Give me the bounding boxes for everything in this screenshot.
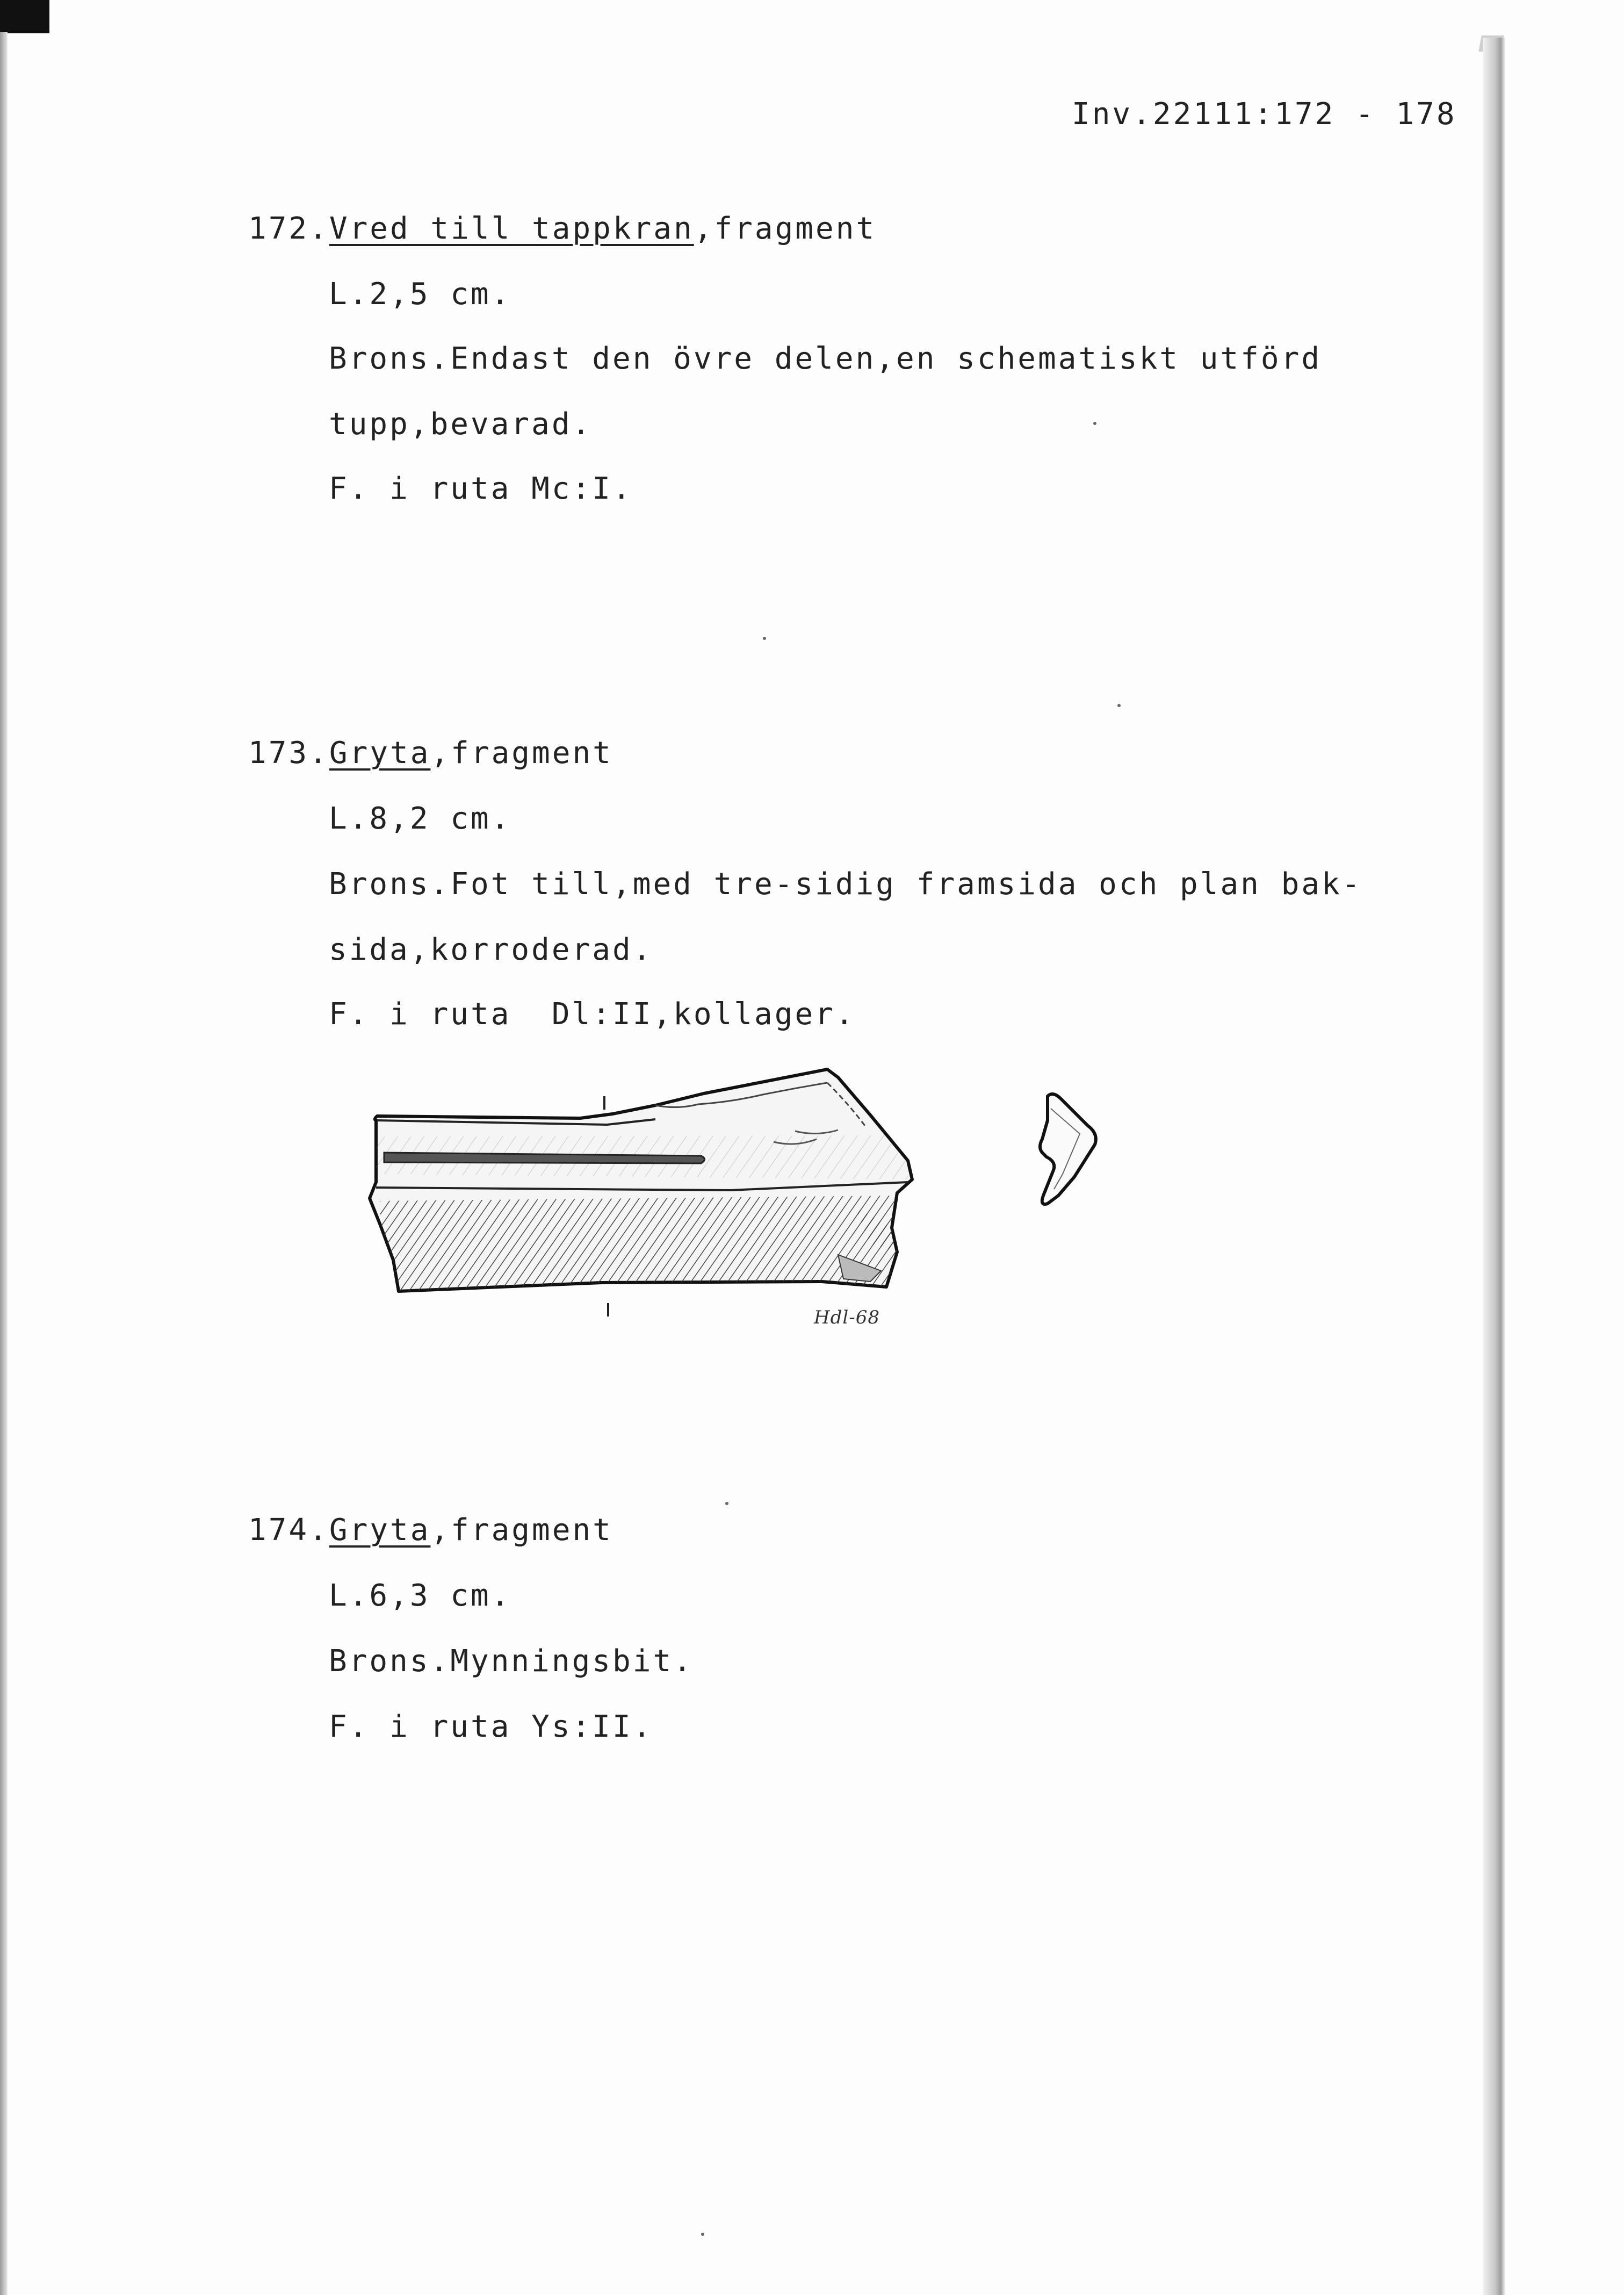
entry-title-suffix: ,fragment [694,211,877,246]
entry-title-suffix: ,fragment [430,736,613,771]
scan-speck [763,637,766,640]
page-left-edge [0,32,8,2295]
entry-172-length: L.2,5 cm. [329,277,511,312]
entry-title: Gryta [329,736,431,771]
entry-number: 172. [248,211,329,246]
entry-title: Vred till tappkran [329,211,694,246]
entry-number: 173. [248,736,329,771]
entry-title: Gryta [329,1513,431,1548]
scan-speck [1117,704,1121,707]
entry-172-heading [248,211,877,246]
entry-174-length: L.6,3 cm. [329,1578,511,1613]
scan-speck [725,1502,728,1505]
entry-173-length: L.8,2 cm. [329,801,511,836]
entry-173-heading [248,736,613,771]
page-right-edge [1483,38,1505,2295]
fragment-side-view [370,1069,912,1291]
inventory-header: Inv.22111:172 - 178 [1072,97,1457,132]
entry-172-description-line1: Brons.Endast den övre delen,en schematiskt utförd [329,341,1322,376]
scan-speck [1093,422,1096,425]
entry-173-description-line2: sida,korroderad. [329,932,653,967]
entry-number: 174. [248,1513,329,1548]
scan-speck [701,2233,704,2236]
entry-172-find-location: F. i ruta Mc:I. [329,471,633,506]
artist-signature: Hdl-68 [814,1307,880,1328]
scan-corner-mark [0,0,49,33]
entry-172-description-line2: tupp,bevarad. [329,407,593,442]
entry-174-description-line1: Brons.Mynningsbit. [329,1644,694,1679]
bronze-foot-drawing [355,1067,1144,1330]
fragment-cross-section [1040,1094,1096,1204]
entry-title-suffix: ,fragment [430,1513,613,1548]
entry-174-heading [248,1513,613,1548]
entry-173-find-location: F. i ruta Dl:II,kollager. [329,997,856,1032]
entry-173-description-line1: Brons.Fot till,med tre-sidig framsida och plan bak- [329,867,1362,902]
entry-174-find-location: F. i ruta Ys:II. [329,1709,653,1744]
